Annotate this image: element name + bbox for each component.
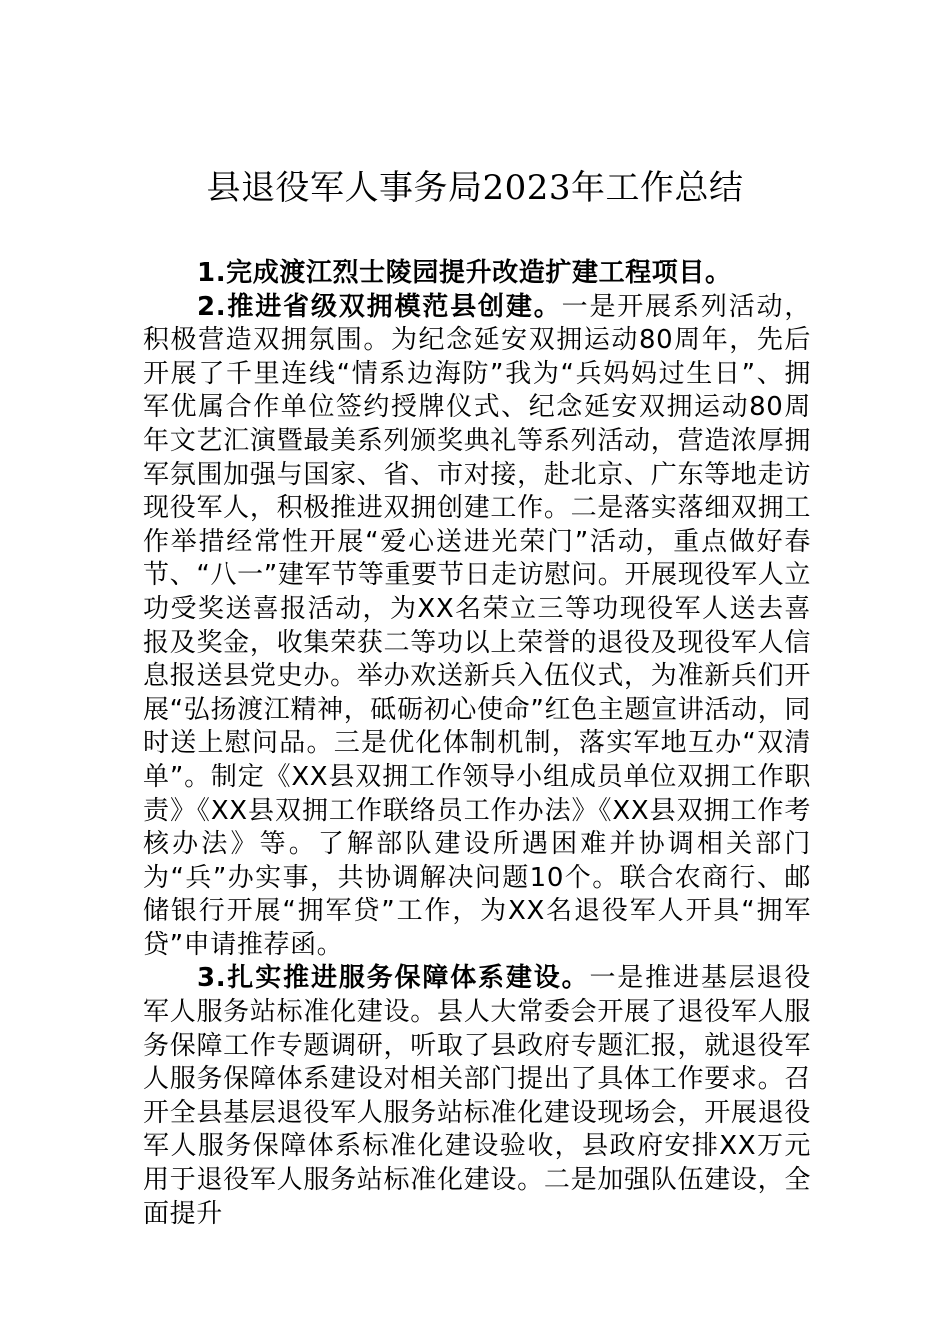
paragraph-3: [143, 962, 811, 1231]
paragraph-2: [143, 291, 811, 963]
paragraph-3-text: 一是推进基层退役军人服务站标准化建设。县人大常委会开展了退役军人服务保障工作专题调研，听取了县政府专题汇报，就退役军人服务保障体系建设对相关部门提出了具体工作要求。召开全县基层退役军人服务站标准化建设现场会，开展退役军人服务保障体系标准化建设验收，县政府安排XX万元用于退役军人服务站标准化建设。二是加强队伍建设，全面提升: [143, 963, 811, 1229]
paragraph-2-text: 一是开展系列活动，积极营造双拥氛围。为纪念延安双拥运动80周年，先后开展了千里连线“情系边海防”我为“兵妈妈过生日”、拥军优属合作单位签约授牌仪式、纪念延安双拥运动80周年文艺汇演暨最美系列颁奖典礼等系列活动，营造浓厚拥军氛围加强与国家、省、市对接，赴北京、广东等地走访现役军人，积极推进双拥创建工作。二是落实落细双拥工作举措经常性开展“爱心送进光荣门”活动，重点做好春节、“八一”建军节等重要节日走访慰问。开展现役军人立功受奖送喜报活动，为XX名荣立三等功现役军人送去喜报及奖金，收集荣获二等功以上荣誉的退役及现役军人信息报送县党史办。举办欢送新兵入伍仪式，为准新兵们开展“弘扬渡江精神，砥砺初心使命”红色主题宣讲活动，同时送上慰问品。三是优化体制机制，落实军地互办“双清单”。制定《XX县双拥工作领导小组成员单位双拥工作职责》《XX县双拥工作联络员工作办法》《XX县双拥工作考核办法》等。了解部队建设所遇困难并协调相关部门为“兵”办实事，共协调解决问题10个。联合农商行、邮储银行开展“拥军贷”工作，为XX名退役军人开具“拥军贷”申请推荐函。: [143, 291, 811, 960]
paragraph-2-heading: 2.推进省级双拥模范县创建。: [197, 291, 562, 322]
paragraph-1: [143, 257, 811, 291]
paragraph-3-heading: 3.扎实推进服务保障体系建设。: [197, 963, 590, 994]
document-title: 县退役军人事务局2023年工作总结: [206, 168, 744, 208]
document-body: [143, 257, 811, 1231]
paragraph-1-heading: 1.完成渡江烈士陵园提升改造扩建工程项目。: [197, 258, 732, 288]
